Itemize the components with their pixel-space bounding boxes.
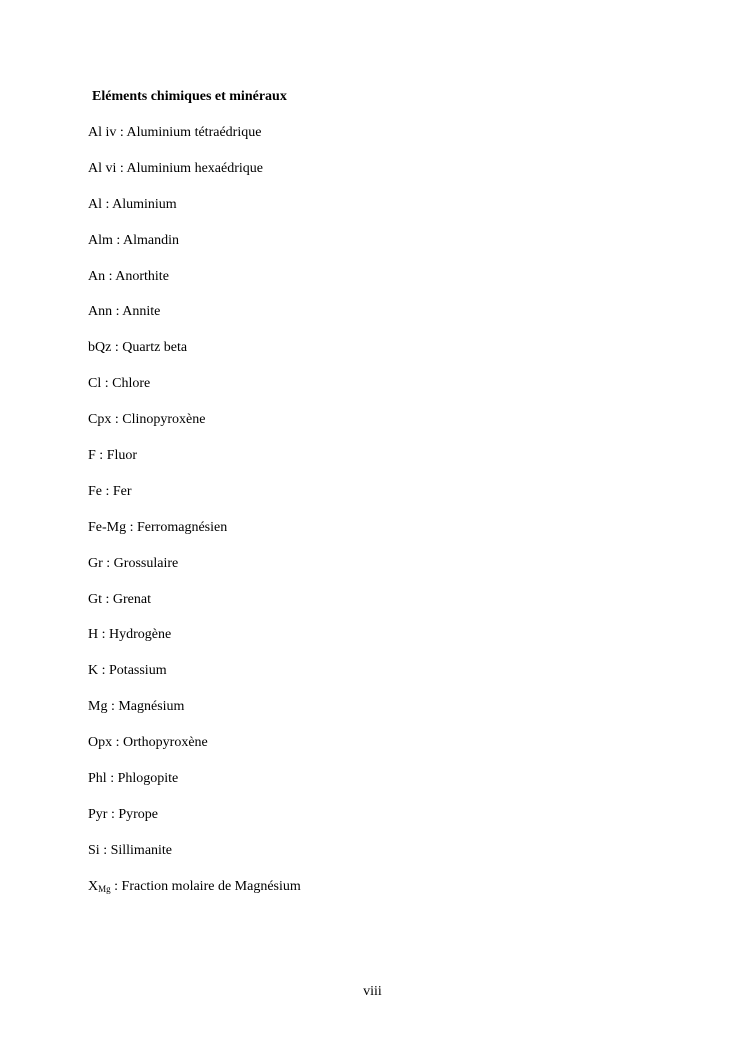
abbreviation-entry [88,591,301,627]
entry-definition: Chlore [112,376,151,392]
entry-separator: : [102,555,114,571]
entry-separator: : [112,232,124,248]
page-number: viii [363,984,382,999]
entry-abbr: Fe-Mg [88,519,127,535]
entry-definition: Hydrogène [109,627,172,643]
abbreviation-entry [88,375,301,411]
entry-abbr: Cl [88,376,102,392]
entry-abbr: F [88,448,96,464]
entry-abbr: Cpx [88,412,112,428]
entry-separator: : [110,878,122,894]
entry-definition: Ferromagnésien [137,519,228,535]
entry-separator: : [107,699,119,715]
abbreviation-entry [88,483,301,519]
entry-definition: Annite [122,304,161,320]
section-heading: Eléments chimiques et minéraux [92,89,287,104]
abbreviation-entry [88,734,301,770]
abbreviation-entry [88,878,301,914]
abbreviation-list [88,124,301,914]
entry-separator: : [102,591,113,607]
abbreviation-entry [88,160,301,196]
entry-abbr: Al vi [88,160,117,176]
entry-abbr: K [88,663,99,679]
entry-definition: Clinopyroxène [122,412,206,428]
entry-separator: : [95,448,107,464]
entry-separator: : [99,842,111,858]
abbreviation-entry [88,770,301,806]
entry-separator: : [126,519,138,535]
entry-abbr: Al iv [88,125,117,140]
entry-abbr: Al [88,196,102,212]
abbreviation-entry [88,232,301,268]
abbreviation-entry [88,303,301,339]
abbreviation-entry [88,124,301,160]
entry-abbr: Gr [88,555,103,571]
abbreviation-entry [88,268,301,304]
entry-separator: : [111,340,123,356]
entry-separator: : [106,771,118,787]
entry-definition: Magnésium [118,699,185,715]
entry-abbr: Opx [88,735,113,751]
entry-abbr-subscript: Mg [98,883,111,894]
entry-separator: : [116,160,127,176]
entry-definition: Anorthite [115,268,169,284]
entry-definition: Almandin [123,232,180,248]
entry-separator: : [112,735,124,751]
entry-abbr: Mg [88,699,108,715]
entry-separator: : [107,806,119,822]
abbreviation-entry [88,519,301,555]
entry-definition: Orthopyroxène [123,735,208,751]
entry-definition: Grenat [112,591,151,607]
entry-definition: Quartz beta [122,340,188,356]
entry-separator: : [101,376,113,392]
entry-definition: Potassium [109,663,167,679]
abbreviation-entry [88,662,301,698]
abbreviation-entry [88,842,301,878]
abbreviation-entry [88,806,301,842]
entry-abbr: Si [88,842,100,858]
abbreviation-entry [88,447,301,483]
entry-abbr: Pyr [88,806,108,822]
entry-definition: Aluminium tétraédrique [126,125,262,140]
entry-separator: : [105,268,116,284]
entry-separator: : [111,412,123,428]
entry-definition: Fraction molaire de Magnésium [121,878,301,894]
abbreviation-entry [88,196,301,232]
abbreviation-entry [88,555,301,591]
entry-abbr: Alm [88,232,113,248]
entry-abbr: bQz [88,340,112,356]
entry-separator: : [98,627,110,643]
entry-abbr: H [88,627,99,643]
entry-abbr: X [88,878,99,894]
entry-abbr: Ann [88,304,113,320]
entry-abbr: An [88,268,106,284]
abbreviation-entry [88,339,301,375]
entry-definition: Grossulaire [113,555,179,571]
entry-abbr: Phl [88,771,107,787]
entry-abbr: Fe [88,483,102,499]
entry-separator: : [112,304,123,320]
entry-separator: : [102,483,113,499]
entry-definition: Phlogopite [117,771,179,787]
abbreviation-entry [88,411,301,447]
abbreviation-entry [88,698,301,734]
entry-separator: : [116,125,127,140]
entry-definition: Sillimanite [110,842,173,858]
entry-separator: : [102,196,113,212]
entry-definition: Pyrope [118,806,159,822]
entry-separator: : [98,663,110,679]
entry-definition: Fer [112,483,132,499]
entry-definition: Aluminium [112,196,177,212]
entry-abbr: Gt [88,591,102,607]
entry-definition: Aluminium hexaédrique [126,160,263,176]
entry-definition: Fluor [106,448,138,464]
abbreviation-entry [88,626,301,662]
